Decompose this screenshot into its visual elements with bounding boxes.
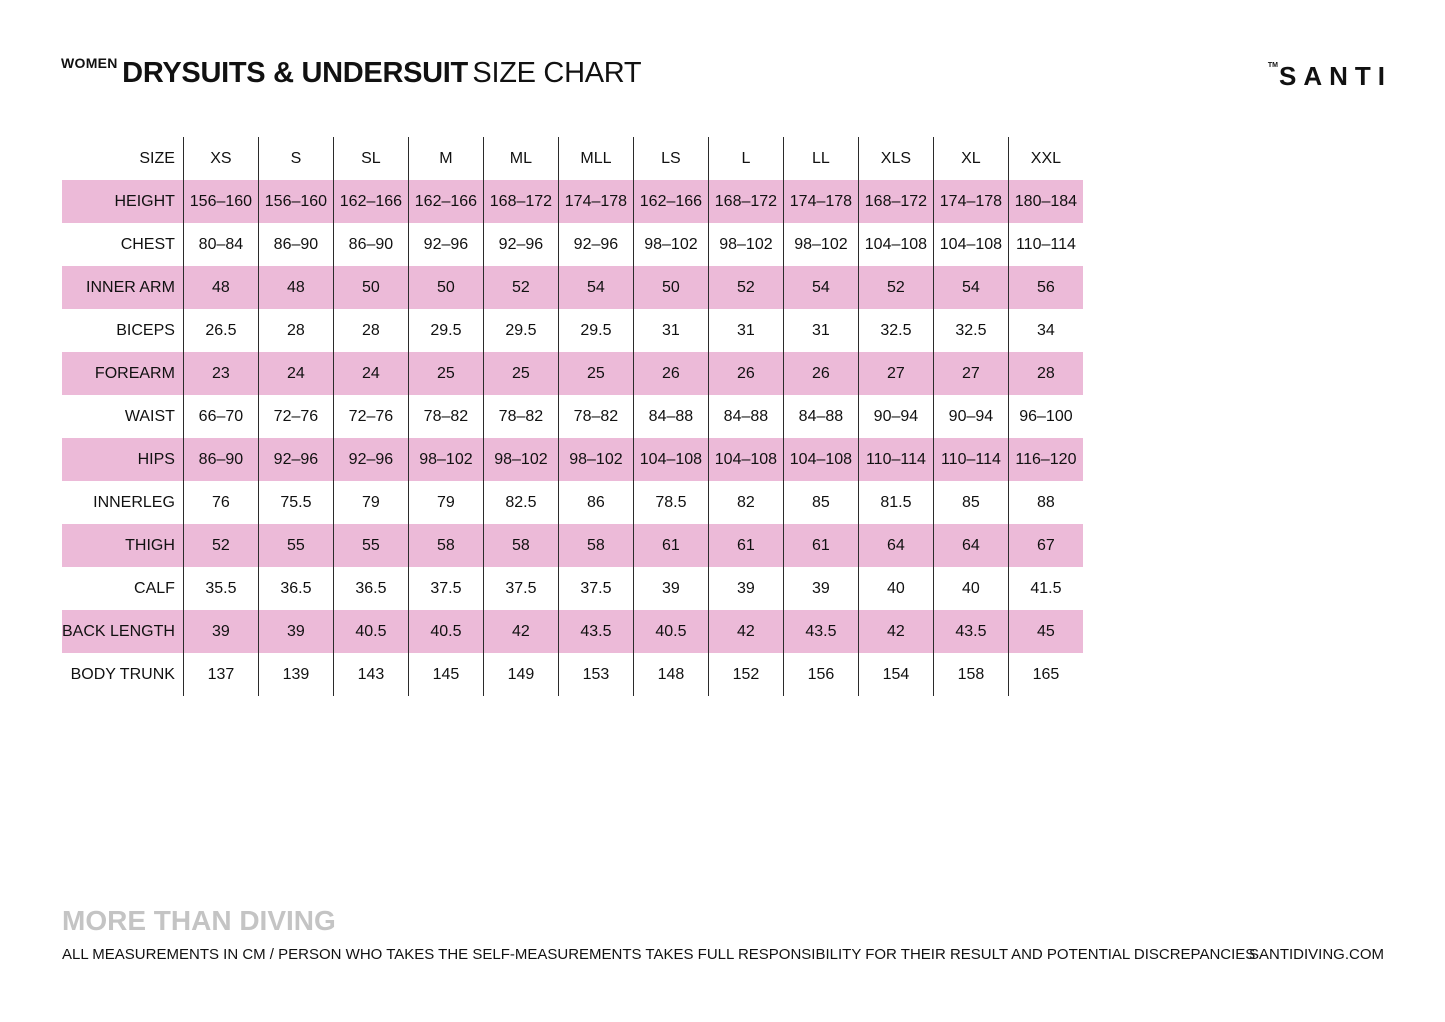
measurement-row [62, 266, 1083, 309]
row-label: BICEPS [116, 321, 175, 339]
table-cell: 116–120 [1008, 438, 1083, 481]
size-chart-table [62, 137, 1083, 696]
logo-trademark: TM [1267, 62, 1278, 69]
title-bold: DRYSUITS & UNDERSUIT [122, 57, 468, 89]
table-cell: 41.5 [1008, 567, 1083, 610]
table-cell: 84–88 [708, 395, 783, 438]
table-cell: 85 [783, 481, 858, 524]
table-cell: 42 [483, 610, 558, 653]
table-cell: 110–114 [858, 438, 933, 481]
table-cell: 168–172 [708, 180, 783, 223]
table-cell: 86–90 [258, 223, 333, 266]
table-cell: 98–102 [558, 438, 633, 481]
row-label: SIZE [139, 149, 175, 167]
table-cell: 42 [708, 610, 783, 653]
measurement-row [62, 180, 1083, 223]
table-cell: 81.5 [858, 481, 933, 524]
table-cell: 50 [333, 266, 408, 309]
table-cell: 82 [708, 481, 783, 524]
title-light: SIZE CHART [472, 57, 642, 89]
table-cell: 75.5 [258, 481, 333, 524]
table-cell: 43.5 [933, 610, 1008, 653]
table-cell: 162–166 [633, 180, 708, 223]
table-cell: 28 [258, 309, 333, 352]
measurement-row [62, 223, 1083, 266]
table-cell: 80–84 [183, 223, 258, 266]
table-cell: 168–172 [483, 180, 558, 223]
table-cell: 26 [708, 352, 783, 395]
table-cell: M [408, 137, 483, 180]
table-cell: 104–108 [933, 223, 1008, 266]
table-cell: 78–82 [558, 395, 633, 438]
row-label: HIPS [62, 438, 183, 481]
table-cell: 52 [183, 524, 258, 567]
measurement-row [62, 438, 1083, 481]
table-cell: XS [183, 137, 258, 180]
table-cell: 40.5 [333, 610, 408, 653]
table-cell: 55 [258, 524, 333, 567]
table-cell: 36.5 [258, 567, 333, 610]
table-cell: 92–96 [483, 223, 558, 266]
table-cell: 25 [408, 352, 483, 395]
table-cell: 156–160 [258, 180, 333, 223]
table-cell: 45 [1008, 610, 1083, 653]
table-cell: 39 [783, 567, 858, 610]
table-cell: 40 [858, 567, 933, 610]
table-cell: 72–76 [333, 395, 408, 438]
table-cell: 48 [258, 266, 333, 309]
table-cell: 162–166 [408, 180, 483, 223]
table-cell: 37.5 [558, 567, 633, 610]
table-cell: 104–108 [633, 438, 708, 481]
table-cell: 61 [708, 524, 783, 567]
table-cell: 79 [408, 481, 483, 524]
table-cell: 79 [333, 481, 408, 524]
table-cell: 43.5 [558, 610, 633, 653]
table-cell: 37.5 [408, 567, 483, 610]
measurement-row [62, 309, 1083, 352]
table-cell: 92–96 [408, 223, 483, 266]
table-cell: 92–96 [333, 438, 408, 481]
table-cell: 34 [1008, 309, 1083, 352]
table-cell: 25 [558, 352, 633, 395]
measurement-row [62, 653, 1083, 696]
table-cell: 58 [408, 524, 483, 567]
table-cell: 180–184 [1008, 180, 1083, 223]
table-cell: 86–90 [333, 223, 408, 266]
table-cell: 50 [408, 266, 483, 309]
table-cell: 84–88 [783, 395, 858, 438]
table-cell: 54 [558, 266, 633, 309]
table-cell: LS [633, 137, 708, 180]
table-cell: 98–102 [483, 438, 558, 481]
tagline: MORE THAN DIVING [62, 905, 336, 936]
table-cell: 39 [708, 567, 783, 610]
table-cell: 137 [183, 653, 258, 696]
table-cell: 42 [858, 610, 933, 653]
table-cell: 36.5 [333, 567, 408, 610]
table-cell: 52 [483, 266, 558, 309]
table-cell: 139 [258, 653, 333, 696]
table-cell: 56 [1008, 266, 1083, 309]
table-cell: 98–102 [708, 223, 783, 266]
table-cell: 40 [933, 567, 1008, 610]
table-cell: XXL [1008, 137, 1083, 180]
table-cell: 110–114 [933, 438, 1008, 481]
table-cell: 158 [933, 653, 1008, 696]
table-cell: 24 [258, 352, 333, 395]
table-cell: 39 [258, 610, 333, 653]
table-cell: 29.5 [483, 309, 558, 352]
table-cell: 98–102 [633, 223, 708, 266]
table-cell: 64 [858, 524, 933, 567]
table-cell: 76 [183, 481, 258, 524]
table-cell: 55 [333, 524, 408, 567]
table-cell: XL [933, 137, 1008, 180]
table-cell: 54 [933, 266, 1008, 309]
table-cell: 52 [708, 266, 783, 309]
table-cell: 96–100 [1008, 395, 1083, 438]
table-cell: 78.5 [633, 481, 708, 524]
table-cell: 27 [858, 352, 933, 395]
table-cell: 88 [1008, 481, 1083, 524]
logo-name: SANTI [1279, 61, 1392, 91]
table-cell: 43.5 [783, 610, 858, 653]
table-cell: 50 [633, 266, 708, 309]
table-cell: XLS [858, 137, 933, 180]
table-cell: SL [333, 137, 408, 180]
table-cell: 27 [933, 352, 1008, 395]
table-cell: 26 [633, 352, 708, 395]
table-cell: 24 [333, 352, 408, 395]
table-cell: 52 [858, 266, 933, 309]
row-label: INNERLEG [93, 493, 175, 511]
table-cell: ML [483, 137, 558, 180]
table-cell: 153 [558, 653, 633, 696]
row-label: FOREARM [62, 352, 183, 395]
table-cell: 32.5 [858, 309, 933, 352]
table-cell: 156–160 [183, 180, 258, 223]
measurement-row [62, 395, 1083, 438]
row-label: CHEST [120, 235, 175, 253]
table-cell: 154 [858, 653, 933, 696]
table-cell: 28 [1008, 352, 1083, 395]
table-cell: 58 [483, 524, 558, 567]
table-cell: 61 [783, 524, 858, 567]
santi-logo [1267, 61, 1392, 91]
table-cell: 82.5 [483, 481, 558, 524]
row-label: BACK LENGTH [62, 610, 183, 653]
measurement-row [62, 352, 1083, 395]
table-cell: 32.5 [933, 309, 1008, 352]
website-link[interactable]: SANTIDIVING.COM [1248, 946, 1384, 963]
table-cell: 84–88 [633, 395, 708, 438]
table-cell: 86–90 [183, 438, 258, 481]
table-cell: 174–178 [933, 180, 1008, 223]
table-cell: L [708, 137, 783, 180]
table-cell: 48 [183, 266, 258, 309]
table-cell: 78–82 [483, 395, 558, 438]
table-cell: 72–76 [258, 395, 333, 438]
table-cell: 162–166 [333, 180, 408, 223]
table-cell: 149 [483, 653, 558, 696]
measurement-row [62, 481, 1083, 524]
measurement-row [62, 610, 1083, 653]
table-cell: S [258, 137, 333, 180]
table-cell: 90–94 [933, 395, 1008, 438]
table-cell: 98–102 [408, 438, 483, 481]
table-cell: 92–96 [558, 223, 633, 266]
row-label: HEIGHT [62, 180, 183, 223]
table-cell: 174–178 [783, 180, 858, 223]
table-cell: LL [783, 137, 858, 180]
title-prefix: WOMEN [61, 55, 118, 71]
table-cell: 98–102 [783, 223, 858, 266]
table-cell: 31 [633, 309, 708, 352]
table-cell: 31 [708, 309, 783, 352]
table-cell: 85 [933, 481, 1008, 524]
row-label: WAIST [124, 407, 175, 425]
table-cell: 40.5 [633, 610, 708, 653]
table-cell: 145 [408, 653, 483, 696]
row-label: BODY TRUNK [70, 665, 175, 683]
table-cell: 39 [633, 567, 708, 610]
row-label: INNER ARM [62, 266, 183, 309]
measurement-disclaimer: ALL MEASUREMENTS IN CM / PERSON WHO TAKES THE SELF-MEASUREMENTS TAKES FULL RESPONSIBILITY FOR THEIR RESULT AND POTENTIAL DISCREPANCIES [62, 946, 1256, 963]
table-cell: 90–94 [858, 395, 933, 438]
table-cell: 104–108 [708, 438, 783, 481]
row-label: CALF [134, 579, 175, 597]
table-cell: 67 [1008, 524, 1083, 567]
table-cell: 39 [183, 610, 258, 653]
table-cell: 165 [1008, 653, 1083, 696]
table-cell: 174–178 [558, 180, 633, 223]
table-cell: 104–108 [783, 438, 858, 481]
table-cell: 28 [333, 309, 408, 352]
table-cell: MLL [558, 137, 633, 180]
table-cell: 110–114 [1008, 223, 1083, 266]
table-cell: 23 [183, 352, 258, 395]
table-cell: 92–96 [258, 438, 333, 481]
table-cell: 152 [708, 653, 783, 696]
table-cell: 168–172 [858, 180, 933, 223]
table-cell: 61 [633, 524, 708, 567]
table-cell: 58 [558, 524, 633, 567]
table-cell: 29.5 [558, 309, 633, 352]
table-cell: 35.5 [183, 567, 258, 610]
size-header-row [62, 137, 1083, 180]
table-cell: 66–70 [183, 395, 258, 438]
measurement-row [62, 567, 1083, 610]
table-cell: 29.5 [408, 309, 483, 352]
table-cell: 156 [783, 653, 858, 696]
size-table-body [62, 137, 1083, 696]
table-cell: 78–82 [408, 395, 483, 438]
table-cell: 64 [933, 524, 1008, 567]
table-cell: 86 [558, 481, 633, 524]
page-title [61, 56, 641, 88]
table-cell: 37.5 [483, 567, 558, 610]
table-cell: 40.5 [408, 610, 483, 653]
table-cell: 104–108 [858, 223, 933, 266]
row-label: THIGH [62, 524, 183, 567]
table-cell: 25 [483, 352, 558, 395]
table-cell: 148 [633, 653, 708, 696]
table-cell: 26.5 [183, 309, 258, 352]
table-cell: 26 [783, 352, 858, 395]
table-cell: 31 [783, 309, 858, 352]
table-cell: 143 [333, 653, 408, 696]
table-cell: 54 [783, 266, 858, 309]
measurement-row [62, 524, 1083, 567]
